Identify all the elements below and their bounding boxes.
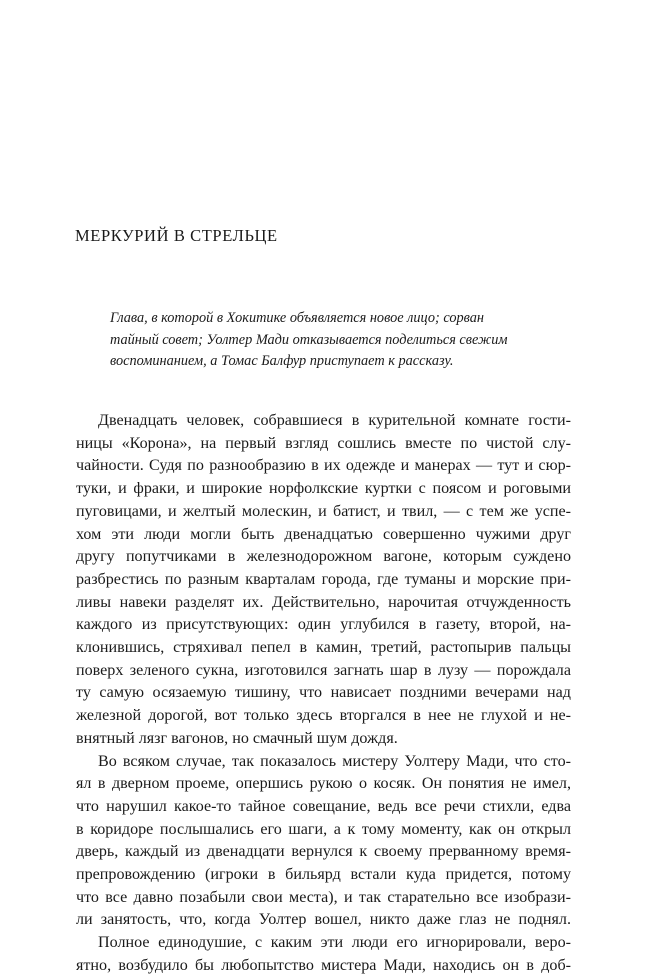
paragraph-1-line: хом эти люди могли быть двенадцатью совершенно чужими друг xyxy=(76,525,571,543)
paragraph-1-line: поверх зеленого сукна, изготовился загнать шар в лузу — порождала xyxy=(76,661,571,679)
paragraph-1-line: ливы навеки разделят их. Действительно, нарочитая отчужденность xyxy=(76,593,571,611)
chapter-title: МЕРКУРИЙ В СТРЕЛЬЦЕ xyxy=(75,226,278,245)
paragraph-2-line: Во всяком случае, так показалось мистеру Уолтеру Мади, что сто- xyxy=(98,752,571,770)
paragraph-1-line: разбрестись по разным кварталам города, где туманы и морские при- xyxy=(76,570,571,588)
paragraph-1-line: чайности. Судя по разнообразию в их одежде и манерах — тут и сюр- xyxy=(76,457,571,475)
paragraph-1-line: ту самую осязаемую тишину, что нависает поздними вечерами над xyxy=(76,684,571,702)
paragraph-1-line: каждого из присутствующих: один углубился в газету, второй, на- xyxy=(76,616,571,634)
paragraph-1-line: внятный лязг вагонов, но смачный шум дождя. xyxy=(76,729,398,747)
paragraph-2-line: ял в дверном проеме, опершись рукою о косяк. Он понятия не имел, xyxy=(76,775,571,793)
epigraph-line: тайный совет; Уолтер Мади отказывается поделиться свежим xyxy=(110,331,508,348)
paragraph-2-line: что нарушил какое-то тайное совещание, ведь все речи стихли, едва xyxy=(76,797,571,815)
paragraph-2-line: в коридоре послышались его шаги, а к тому моменту, как он открыл xyxy=(76,820,571,838)
paragraph-1-line: ницы «Корона», на первый взгляд сошлись вместе по чистой слу- xyxy=(76,434,571,452)
chapter-epigraph xyxy=(110,308,580,373)
paragraph-1-line: клонившись, стряхивал пепел в камин, третий, растопырив пальцы xyxy=(76,639,571,657)
paragraph-2-line: дверь, каждый из двенадцати вернулся к своему прерванному время- xyxy=(76,843,571,861)
paragraph-1-line: другу попутчиками в железнодорожном вагоне, которым суждено xyxy=(76,548,571,566)
paragraph-3-line: Полное единодушие, с каким эти люди его игнорировали, веро- xyxy=(98,934,571,952)
paragraph-2-line: ли занятость, что, когда Уолтер вошел, никто даже глаз не поднял. xyxy=(76,911,571,929)
epigraph-line: Глава, в которой в Хокитике объявляется новое лицо; сорван xyxy=(110,310,484,326)
paragraph-1-line: Двенадцать человек, собравшиеся в курительной комнате гости- xyxy=(98,412,571,429)
paragraph-1-line: туки, и фраки, и широкие норфолкские куртки с поясом и роговыми xyxy=(76,480,571,498)
paragraph-2-line: препровождению (игроки в бильярд встали куда придется, потому xyxy=(76,866,571,884)
paragraph-2-line: что все давно позабыли свои места), и так старательно все изобрази- xyxy=(76,888,571,906)
paragraph-1-line: железной дорогой, вот только здесь вторгался в нее не глухой и не- xyxy=(76,707,571,725)
paragraph-1-line: пуговицами, и желтый молескин, и батист, и твил, — с тем же успе- xyxy=(76,502,571,520)
epigraph-line: воспоминанием, а Томас Балфур приступает к рассказу. xyxy=(110,353,454,369)
body-text xyxy=(76,410,571,978)
paragraph-3-line: ятно, возбудило бы любопытство мистера Мади, находись он в доб- xyxy=(76,956,571,974)
